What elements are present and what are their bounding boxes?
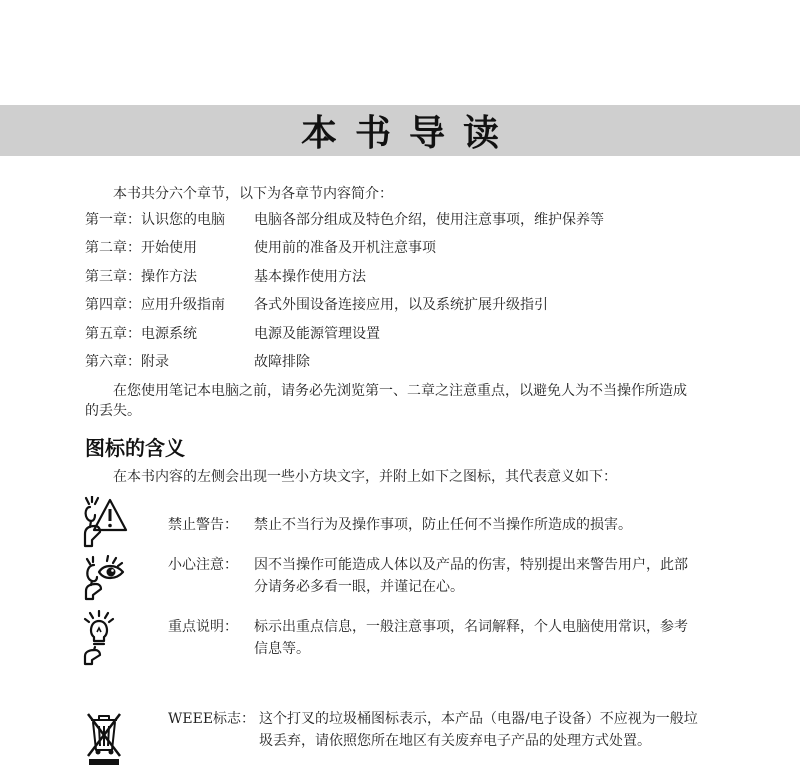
key-point-desc: 标示出重点信息，一般注意事项，名词解释，个人电脑使用常识，参考信息等。: [254, 619, 688, 657]
chapter-6-desc: 故障排除: [254, 354, 310, 370]
page-title: 本书导读: [300, 113, 517, 154]
chapter-2-name: 第二章：开始使用: [85, 240, 197, 256]
chapter-3-desc: 基本操作使用方法: [254, 269, 366, 285]
key-point-label: 重点说明：: [168, 619, 238, 635]
chapter-4-name: 第四章：应用升级指南: [85, 297, 225, 313]
chapter-5-name: 第五章：电源系统: [85, 326, 197, 342]
chapter-5-desc: 电源及能源管理设置: [254, 326, 380, 342]
section-title: 图标的含义: [85, 436, 185, 460]
caution-label: 小心注意：: [168, 557, 238, 573]
chapter-1-desc: 电脑各部分组成及特色介绍，使用注意事项，维护保养等: [254, 212, 604, 228]
eye-person-icon: [82, 555, 128, 601]
warning-person-icon: [82, 496, 128, 548]
chapter-3-name: 第三章：操作方法: [85, 269, 197, 285]
section-intro: 在本书内容的左侧会出现一些小方块文字，并附上如下之图标，其代表意义如下：: [113, 469, 617, 485]
weee-label: WEEE标志：: [168, 711, 256, 727]
weee-bin-icon: [84, 710, 124, 766]
title-banner: [0, 105, 800, 156]
warning-label: 禁止警告：: [168, 517, 238, 533]
chapter-1-name: 第一章：认识您的电脑: [85, 212, 225, 228]
weee-desc: 这个打叉的垃圾桶图标表示，本产品（电器/电子设备）不应视为一般垃圾丢弃，请依照您所在地区有关废弃电子产品的处理方式处置。: [259, 711, 698, 749]
chapter-2-desc: 使用前的准备及开机注意事项: [254, 240, 436, 256]
caution-desc: 因不当操作可能造成人体以及产品的伤害，特别提出来警告用户，此部分请务必多看一眼，并谨记在心。: [254, 557, 688, 595]
usage-note: 在您使用笔记本电脑之前，请务必先浏览第一、二章之注意重点，以避免人为不当操作所造成的丢失。: [85, 383, 687, 419]
chapter-4-desc: 各式外围设备连接应用，以及系统扩展升级指引: [254, 297, 548, 313]
intro-text: 本书共分六个章节，以下为各章节内容简介：: [113, 186, 393, 202]
warning-desc: 禁止不当行为及操作事项，防止任何不当操作所造成的损害。: [254, 517, 632, 533]
chapter-6-name: 第六章：附录: [85, 354, 169, 370]
lightbulb-person-icon: [82, 610, 122, 666]
